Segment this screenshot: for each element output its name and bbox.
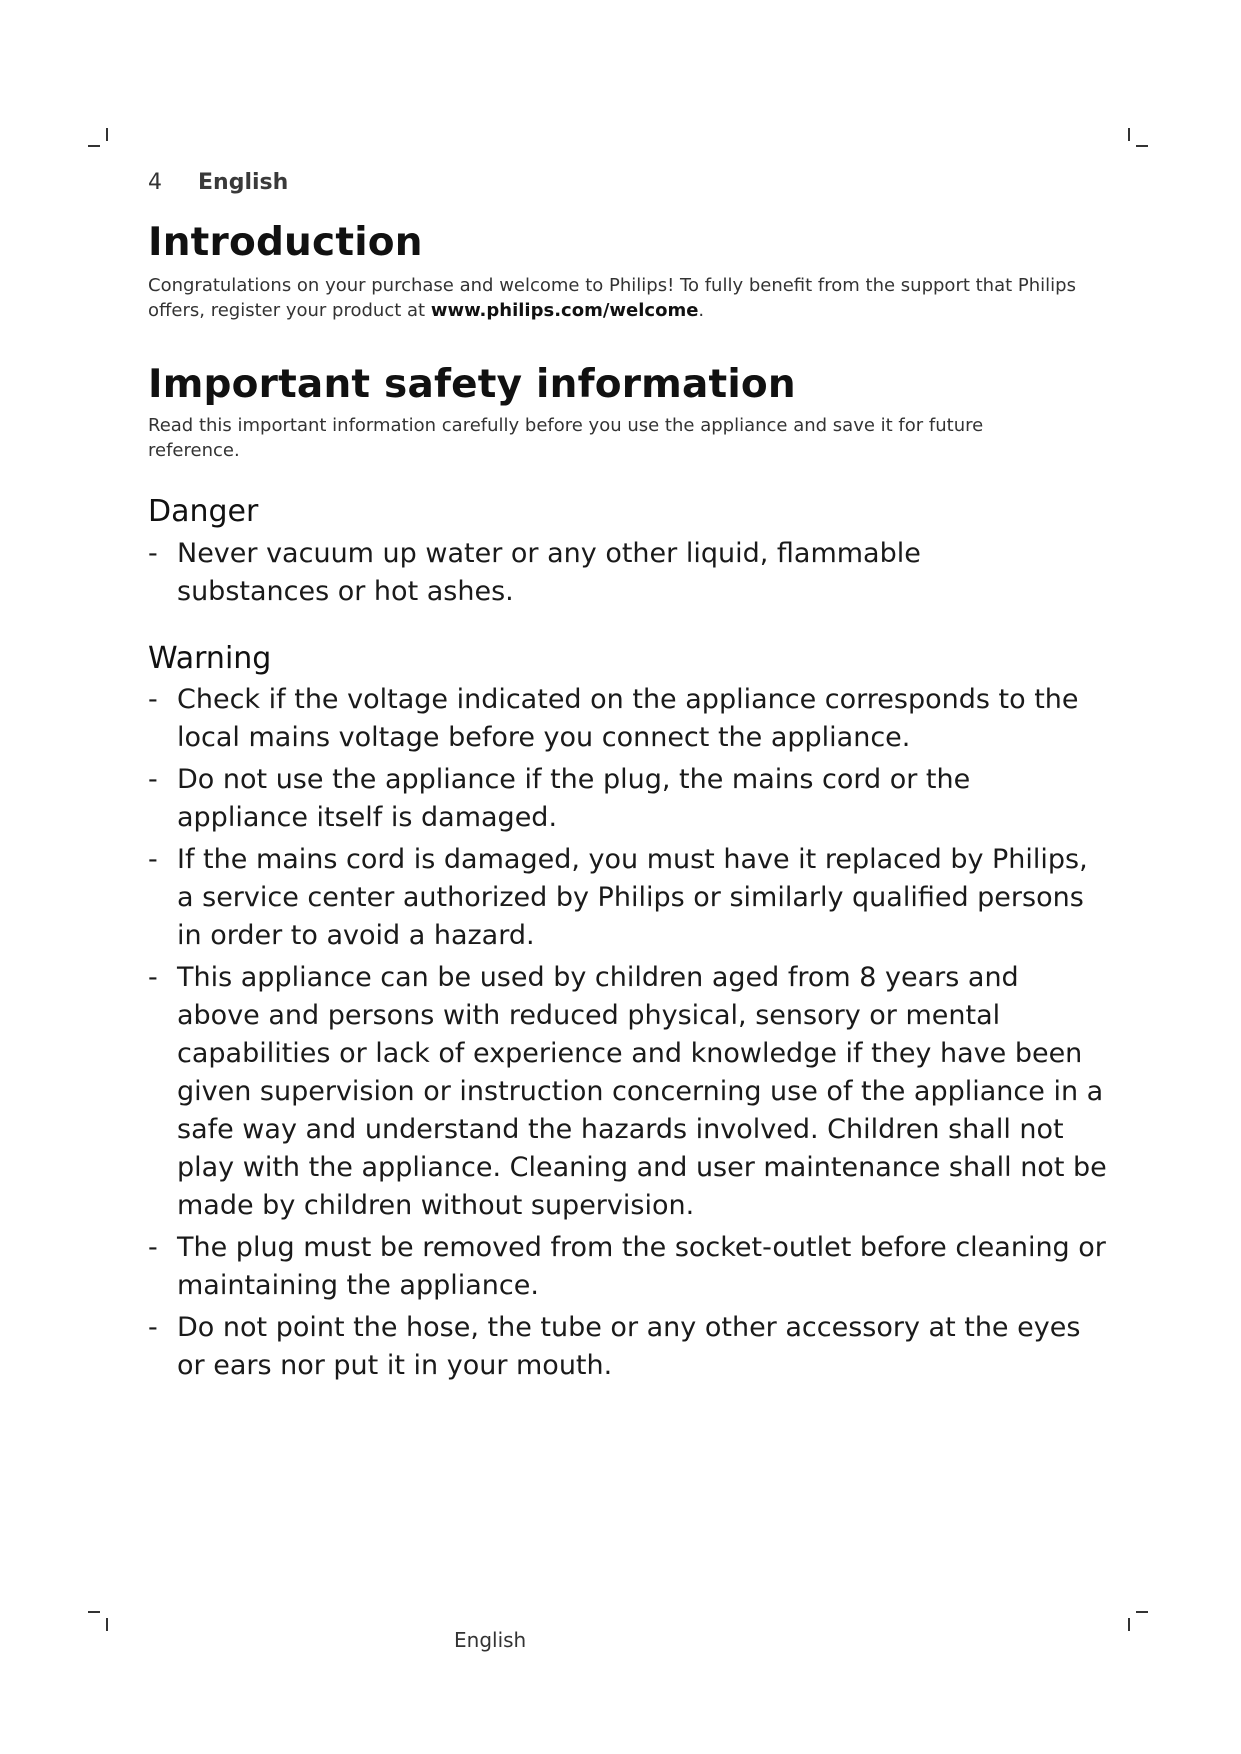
list-item [148, 761, 1108, 837]
crop-mark [1136, 145, 1148, 147]
warning-item-text: Do not use the appliance if the plug, the mains cord or the appliance itself is damaged. [177, 764, 971, 833]
warning-item-text: The plug must be removed from the socket-outlet before cleaning or maintaining the appliance. [177, 1232, 1106, 1301]
crop-mark [106, 128, 108, 141]
safety-title: Important safety information [148, 362, 796, 407]
crop-mark [106, 1618, 108, 1631]
list-item [148, 535, 997, 611]
bullet-dash: - [148, 684, 158, 715]
bullet-dash: - [148, 1232, 158, 1263]
warning-item-text: Do not point the hose, the tube or any other accessory at the eyes or ears nor put it in your mouth. [177, 1312, 1081, 1381]
header-language: English [198, 170, 289, 195]
warning-list [148, 681, 1108, 1389]
crop-mark [1128, 128, 1130, 141]
warning-item-text: Check if the voltage indicated on the appliance corresponds to the local mains voltage before you connect the appliance. [177, 684, 1079, 753]
bullet-dash: - [148, 844, 158, 875]
list-item [148, 841, 1108, 955]
list-item [148, 681, 1108, 757]
introduction-text-end: . [698, 300, 705, 321]
warning-heading: Warning [148, 641, 272, 676]
list-item [148, 1229, 1108, 1305]
warning-item-text: This appliance can be used by children aged from 8 years and above and persons with reduced physical, sensory or mental capabilities or lack of experience and knowledge if they have been given supervision or instruction concerning use of the appliance in a safe way and understand the hazards involved. Children shall not play with the appliance. Cleaning and user maintenance shall not be made by children without supervision. [177, 962, 1107, 1221]
list-item [148, 1309, 1108, 1385]
danger-list [148, 535, 1108, 615]
bullet-dash: - [148, 538, 158, 569]
warning-item-text: If the mains cord is damaged, you must have it replaced by Philips, a service center authorized by Philips or similarly qualified persons in order to avoid a hazard. [177, 844, 1088, 951]
crop-mark [88, 1611, 100, 1613]
welcome-link[interactable]: www.philips.com/welcome [430, 300, 699, 321]
danger-item-text: Never vacuum up water or any other liquid, flammable substances or hot ashes. [177, 538, 921, 607]
safety-intro: Read this important information carefully before you use the appliance and save it for future reference. [148, 415, 984, 461]
bullet-dash: - [148, 764, 158, 795]
bullet-dash: - [148, 1312, 158, 1343]
page-header [148, 170, 288, 195]
introduction-text [148, 273, 1078, 323]
page-footer: English [454, 1628, 527, 1652]
introduction-text-part: Congratulations on your purchase and welcome to Philips! To fully benefit from the support that Philips offers, register your product at [148, 275, 1076, 321]
crop-mark [1136, 1611, 1148, 1613]
list-item [148, 959, 1108, 1225]
bullet-dash: - [148, 962, 158, 993]
danger-heading: Danger [148, 494, 259, 529]
crop-mark [88, 145, 100, 147]
crop-mark [1128, 1618, 1130, 1631]
introduction-title: Introduction [148, 220, 423, 265]
page-number: 4 [148, 170, 162, 195]
